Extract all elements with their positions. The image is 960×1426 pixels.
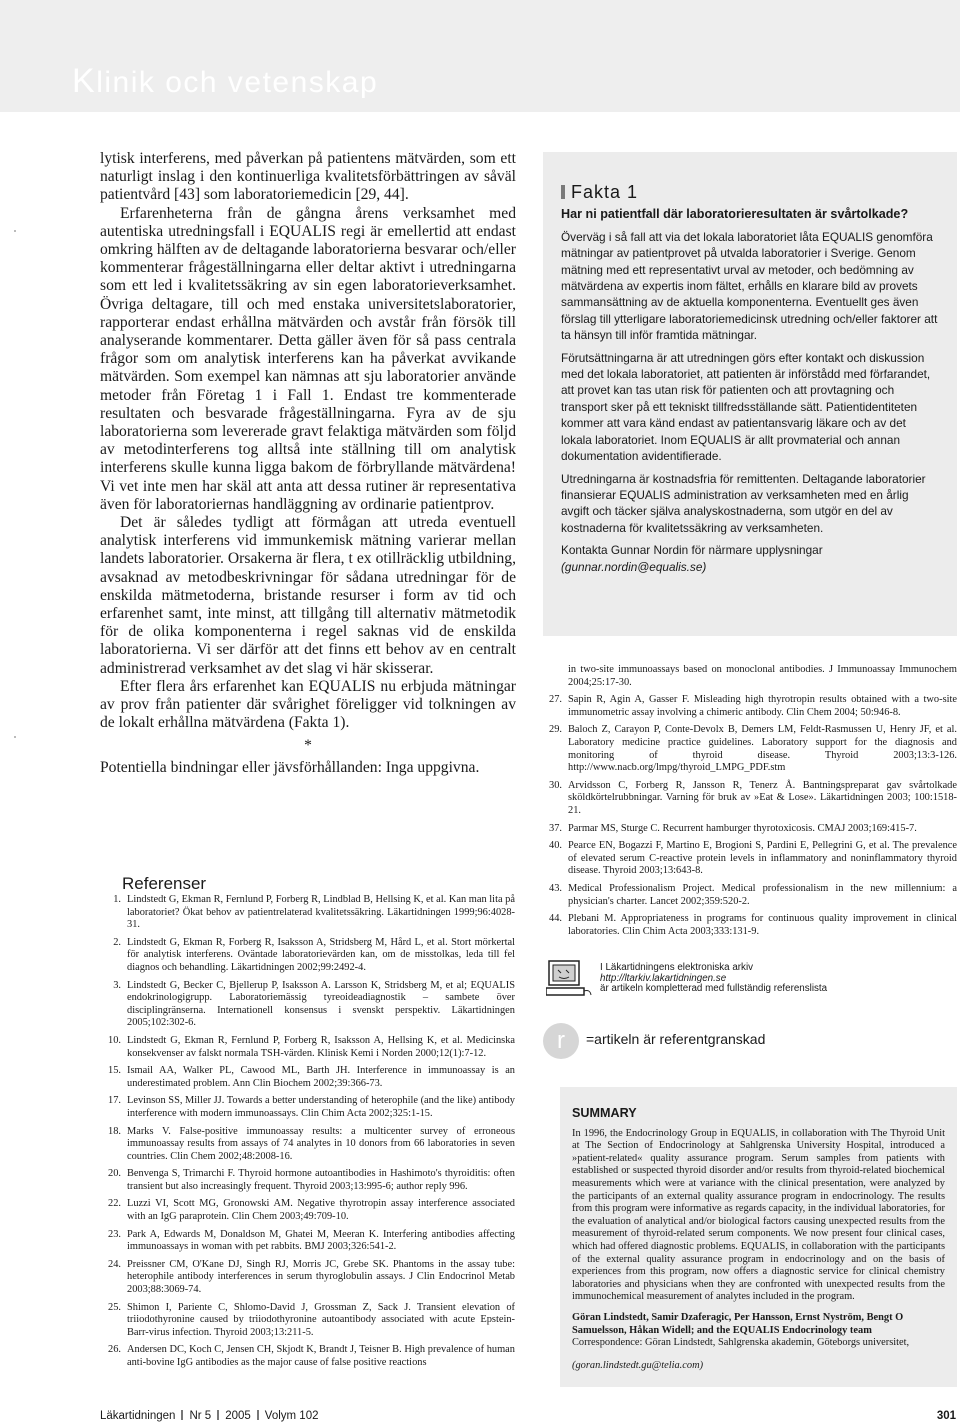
reference-item (531, 694, 957, 719)
reference-number: 29. (549, 724, 562, 736)
archive-line: I Läkartidningens elektroniska arkiv (600, 962, 754, 973)
section-title (72, 62, 378, 101)
paragraph: Det är således tydligt att förmågan att utreda eventuell analytisk interferens vid immunkemisk mätning varierar mellan landets laboratorier. Orsakerna är flera, t ex otillräcklig utbildning, avsaknad av metodbeskrivningar för sådana utredningar för de enskilda mätmetoderna, bristande resurser i form av tid och erfarenhet samt, inte minst, att tillgång till alternativ mätmetodik för de olika komponenterna i regel saknas vid de enskilda laboratorierna. Vi ser därför att det finns ett behov av en centralt administrerad verksamhet av det slag vi här skisserar. (100, 514, 516, 677)
reference-item (90, 1198, 515, 1223)
reference-item (90, 1126, 515, 1164)
summary-email: (goran.lindstedt.gu@telia.com) (572, 1360, 704, 1372)
article-body (100, 150, 516, 777)
reference-item (531, 840, 957, 878)
reference-number: 23. (108, 1228, 121, 1240)
reference-item (90, 1095, 515, 1120)
fakta-email: (gunnar.nordin@equalis.se) (561, 559, 707, 574)
reference-number: 15. (108, 1065, 121, 1077)
reference-item (531, 724, 957, 774)
fakta-question: Har ni patientfall där laboratorieresultaten är svårtolkade? (561, 207, 909, 222)
fakta-box (543, 152, 957, 636)
reference-text: Medical Professionalism Project. Medical professionalism in the new millennium: a physician's charter. Lancet 2002;359:520-2. (568, 882, 957, 907)
reference-text: Benvenga S, Trimarchi F. Thyroid hormone autoantibodies in Hashimoto's thyroiditis: often transient but also increasingly frequent. Thyroid 2003;13:995-6; author reply 996. (127, 1168, 515, 1192)
reference-text: Luzzi VI, Scott MG, Gronowski AM. Negative thyrotropin assay interference associated with an IgG paraprotein. Clin Chem 2003;49:709-10. (127, 1198, 515, 1223)
paragraph: Efter flera års erfarenhet kan EQUALIS nu erbjuda mätningar av prov från patienter där svårighet föreligger vid tolkningen av de lokalt erhållna mätvärdena (Fakta 1). (100, 677, 516, 732)
page-footer (100, 1410, 318, 1422)
reference-text: Pearce EN, Bogazzi F, Martino E, Brogioni S, Pardini E, Pellegrini G, et al. The prevalence of elevated serum C-reactive protein levels in inflammatory and noninflammatory thyroid disease. Thyroid 2003;13:643-8. (568, 840, 957, 877)
disclosure: Potentiella bindningar eller jävsförhållanden: Inga uppgivna. (100, 758, 480, 776)
section-title-rest: linik och vetenskap (96, 66, 379, 99)
reference-text: Shimon I, Pariente C, Shlomo-David J, Grossman Z, Sack J. Transient elevation of triiodothyronine caused by triiodothyronine autoantibody associated with acute Epstein-Barr-virus infection. Thyroid 2003;13:211-5. (127, 1301, 515, 1338)
fakta-title (561, 184, 939, 200)
fakta-contact: Kontakta Gunnar Nordin för närmare upplysningar (561, 543, 823, 558)
reference-text: Arvidsson C, Forberg R, Jansson R, Tenerz Å. Bantningspreparat gav svårtolkade sköldkörtelrubbningar. Varning för bruk av »Eat & Lose». Läkartidningen 2003; 100:1518-21. (568, 779, 957, 816)
reference-text: in two-site immunoassays based on monoclonal antibodies. J Immunoassay Immunochem 2004;25:17-30. (568, 664, 957, 688)
footer-volume: Volym 102 (264, 1410, 319, 1422)
summary-authors: Göran Lindstedt, Samir Dzaferagic, Per Hansson, Ernst Nyström, Bengt O Samuelsson, Håkan Widell; and the EQUALIS Endocrinology team (572, 1311, 904, 1336)
reference-item (90, 1035, 515, 1060)
reference-text: Lindstedt G, Ekman R, Fernlund P, Forberg R, Lindblad B, Hellsing K, et al. Kan man lita på laboratoriet? Ökat behov av patientrelaterad kvalitetssäkring. Läkartidningen 1999;96:4028-31. (127, 894, 515, 931)
references-list-continued (531, 664, 957, 943)
reference-item (90, 1065, 515, 1090)
reference-continuation (531, 664, 957, 689)
reference-number: 2. (113, 936, 121, 948)
reference-number: 25. (108, 1301, 121, 1313)
summary-correspondence: Correspondence: Göran Lindstedt, Sahlgrenska akademin, Göteborgs universitet, (572, 1337, 910, 1349)
fakta-title-text: Fakta 1 (571, 182, 639, 202)
reference-text: Lindstedt G, Becker C, Bjellerup P, Isaksson A. Larsson K, Stridsberg M, et al; EQUALIS endokrinologigrupp. Laboratoriemässig tyreoideadiagnostik – sambete över disciplingränserna. Internationell konsensus i svenskt perspektiv. Läkartidningen 2005;102:302-6. (127, 979, 515, 1029)
reference-number: 18. (108, 1125, 121, 1137)
reference-item (90, 1302, 515, 1340)
reference-number: 3. (113, 979, 121, 991)
reference-number: 44. (549, 913, 562, 925)
footer-separator (181, 1410, 183, 1420)
section-title-initial: K (72, 62, 97, 100)
footer-separator (257, 1410, 259, 1420)
footer-separator (217, 1410, 219, 1420)
reference-item (90, 980, 515, 1030)
fakta-paragraph: Förutsättningarna är att utredningen görs efter kontakt och diskussion med det lokala laboratoriet, att patienten är införstådd med förfarandet, att provet kan tas utan risk för patienten och att provtagning och transport sker på ett tekniskt tillfredsställande sätt. Patientidentiteten kommer att vara känd endast av patientansvarig läkare och av det lokala laboratoriet. Inom EQUALIS är allt provmaterial och annan dokumentation avidentifierade. (561, 350, 931, 464)
margin-dot (14, 736, 16, 738)
reference-number: 1. (113, 894, 121, 905)
footer-journal: Läkartidningen (100, 1410, 176, 1422)
references-heading: Referenser (122, 874, 207, 893)
margin-dot (14, 230, 16, 232)
computer-icon (546, 960, 592, 998)
reference-item (531, 913, 957, 938)
reference-item (90, 1168, 515, 1193)
summary-box (560, 1087, 957, 1387)
archive-line: är artikeln kompletterad med fullständig referenslista (600, 983, 828, 995)
reference-item (90, 937, 515, 975)
fakta-paragraph: Överväg i så fall att via det lokala laboratoriet låta EQUALIS genomföra mätningar av patientprovet på utvalda laboratorier i Sverige. Genom mätning med ett representativt urval av metoder, och bedömning av mätvärdena av expertis inom fältet, erhålls en klarare bild av provets sammansättning av de aktuella komponenterna. Eventuellt ges även förslag till ytterligare laboratoriemedicinsk utredning och/eller faktorer att ta hänsyn till inför framtida mätningar. (561, 229, 938, 343)
reference-number: 10. (108, 1034, 121, 1046)
reference-number: 20. (108, 1168, 121, 1180)
summary-body: In 1996, the Endocrinology Group in EQUALIS, in collaboration with The Thyroid Unit at The Section of Endocrinology at Sahlgrenska University Hospital, introduced a »patient-related« quality assurance program. Serum samples from patients with established or suspected thyroid disorder and/or results from thyroid-related biochemical measurements which were at variance with the clinical presentation, were analyzed by the participants of an external quality assurance program in endocrinology. The results from this program were informative as regards capacity, in the individual laboratories, for the evaluation of analytical and/or biological factors causing unexpected results from the measurement of thyroid-related serum components. We now present four clinical cases, which had offered diagnostic problems. EQUALIS, in collaboration with the participants of the external quality assurance program in endocrinology and on the basis of experiences from this program, now offers a diagnostic service for clinical chemistry laboratories and physicians when they are confronted with unexpected results from the immunochemical measurement of analytes included in the program. (572, 1127, 945, 1303)
reference-item (531, 823, 957, 836)
summary-title: SUMMARY (572, 1106, 637, 1120)
reference-number: 43. (549, 882, 562, 894)
footer-year: 2005 (225, 1410, 251, 1422)
separator-star: * (304, 736, 312, 754)
archive-link[interactable]: http://ltarkiv.lakartidningen.se (600, 972, 727, 984)
reference-item (90, 894, 515, 932)
reference-item (90, 1344, 515, 1369)
paragraph: lytisk interferens, med påverkan på patientens mätvärden, som ett naturligt inslag i den kontinuerliga kvalitetsförbättringen av såväl patientvård [43] som laboratoriemedicin [29, 44]. (100, 150, 516, 204)
references-list (90, 894, 515, 1375)
electronic-archive-note (546, 960, 946, 1000)
reference-item (90, 1229, 515, 1254)
reference-item (531, 883, 957, 908)
fakta-bar-icon (561, 185, 565, 199)
fakta-paragraph: Utredningarna är kostnadsfria för remittenten. Deltagande laboratorier finansierar EQUALIS administration av verksamheten med en årlig avgift och täcker själva analyskostnaderna, som utgör en del av kostnaderna för kvalitetssäkring av verksamheten. (561, 471, 926, 535)
reference-text: Park A, Edwards M, Donaldson M, Ghatei M, Meeran K. Interfering antibodies affecting immunoassays in woman with pet rabbits. BMJ 2003;326:541-2. (127, 1228, 515, 1253)
reference-text: Parmar MS, Sturge C. Recurrent hamburger thyrotoxicosis. CMAJ 2003;169:415-7. (568, 822, 917, 834)
reference-number: 37. (549, 822, 562, 834)
reference-item (531, 780, 957, 818)
reference-text: Plebani M. Appropriateness in programs for continuous quality improvement in clinical laboratories. Clin Chim Acta 2003;333:131-9. (568, 913, 957, 937)
reference-text: Andersen DC, Koch C, Jensen CH, Skjodt K, Brandt J, Teisner B. High prevalence of human anti-bovine IgG antibodies as the major cause of false positive reactions (127, 1344, 515, 1368)
reference-number: 30. (549, 779, 562, 791)
reference-number: 26. (108, 1344, 121, 1356)
reference-text: Lindstedt G, Ekman R, Forberg R, Isaksson A, Stridsberg M, Hård L, et al. Stort mörkertal för analytisk interferens. Oväntade laboratorievärden kan, om de misstolkas, leda till fel diagnos och behandling. Läkartidningen 2002;99:2492-4. (127, 936, 515, 973)
reference-number: 40. (549, 840, 562, 852)
reference-text: Marks V. False-positive immunoassay results: a multicenter survey of erroneous immunoassay results from assays of 74 analytes in 10 donors from 66 laboratories in seven countries. Clin Chem 2002;48:2008-16. (127, 1125, 515, 1162)
footer-issue: Nr 5 (189, 1410, 212, 1422)
reference-text: Baloch Z, Carayon P, Conte-Devolx B, Demers LM, Feldt-Rasmussen U, Henry JF, et al. Laboratory medicine practice guidelines. Laboratory support for the diagnosis and monitoring of thyroid disease. Thyroid 2003;13:3-126. http://www.nacb.org/lmpg/thyroid_LMPG_PDF.stm (568, 724, 957, 774)
paragraph: Erfarenheterna från de gångna årens verksamhet med autentiska utredningsfall i EQUALIS regi är emellertid att endast omkring hälften av de deltagande laboratorierna besvarar och/eller kommenterar frågeställningarna eller deltar aktivt i utredningarna som ett led i kvalitetssäkring av sin egen laboratorieverksamhet. Övriga deltagare, till och med enstaka universitetslaboratorier, rapporterar endast erhållna mätvärden och avstår från försök till analyserande kommentarer. Detta gäller även för så pass centrala frågor som om analytisk interferens kan ha påverkat avvikande mätvärden. Som exempel kan nämnas att sju laboratorier använde metoder från Företag 1 i Fall 1. Endast tre kommenterade resultaten och besvarade frågeställningarna. Fyra av de sju laboratorierna som levererade gravt felaktiga mätvärden som följd av metodinterferens tog alltså inte ställning till om analytisk interferens skulle kunna ligga bakom de förbryllande mätvärdena! Vi vet inte men har skäl att anta att dessa rutiner är representativa även för laboratoriernas handläggning av ordinarie patientprov. (100, 204, 516, 513)
reference-number: 27. (549, 694, 562, 706)
reference-item (90, 1259, 515, 1297)
reference-number: 17. (108, 1095, 121, 1107)
page-header (0, 0, 960, 112)
refereed-label: =artikeln är referentgranskad (586, 1031, 766, 1047)
reference-text: Sapin R, Agin A, Gasser F. Misleading high thyrotropin results obtained with a two-site immunometric assay involving a chimeric antibody. Clin Chem 2004; 50:946-8. (568, 694, 957, 718)
reference-number: 22. (108, 1198, 121, 1210)
reference-number: 24. (108, 1258, 121, 1270)
reference-text: Lindstedt G, Ekman R, Fernlund P, Forberg R, Isaksson A, Hellsing K, et al. Medicinska konsekvenser av falskt normala TSH-värden. Klinisk Kemi i Norden 2000;12(1):7-12. (127, 1034, 515, 1059)
refereed-icon: r (543, 1023, 579, 1059)
reference-text: Levinson SS, Miller JJ. Towards a better understanding of heterophile (and the like) antibody interference with modern immunoassays. Clin Chim Acta 2002;325:1-15. (127, 1095, 515, 1119)
page-number: 301 (936, 1410, 956, 1422)
reference-text: Ismail AA, Walker PL, Cawood ML, Barth JH. Interference in immunoassay is an underestimated problem. Ann Clin Biochem 2002;39:366-73. (127, 1065, 515, 1089)
reference-text: Preissner CM, O'Kane DJ, Singh RJ, Morris JC, Grebe SK. Phantoms in the assay tube: heterophile antibody interferences in serum thyroglobulin assays. J Clin Endocrinol Metab 2003;88:3069-74. (127, 1258, 515, 1296)
